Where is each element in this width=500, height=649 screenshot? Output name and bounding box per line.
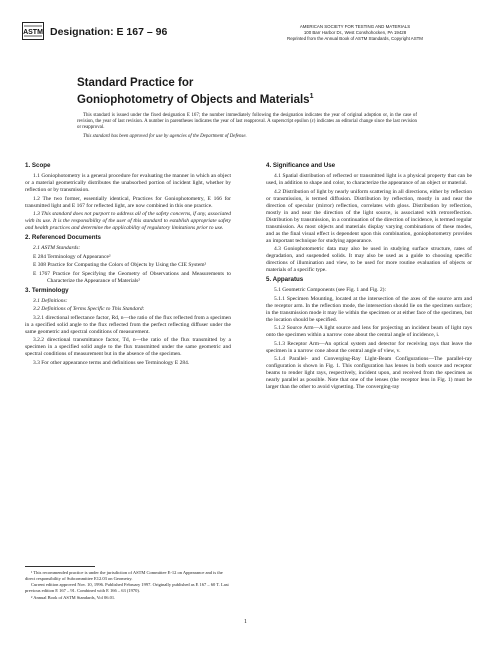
paragraph: 4.3 Goniophotometric data may also be used in studying surface structure, rates of degradation, and suspended solids. It may also be used as a guide to choosing specific directions of illumination and view, to be used for more routine evaluation of objects or materials of a specific type. bbox=[266, 246, 472, 273]
paragraph: 5.1 Geometric Components (see Fig. 1 and Fig. 2): bbox=[274, 287, 386, 293]
title-footnote-marker: 1 bbox=[309, 93, 314, 100]
title-text: Goniophotometry of Objects and Materials bbox=[77, 93, 310, 106]
footnote: Current edition approved Nov. 10, 1996. Published February 1997. Originally published as E 167 – 60 T. Last previous edition E 167 – 91. Combined with E 166 – 63 (1970). bbox=[25, 582, 229, 593]
section-heading: 2. Referenced Documents bbox=[25, 234, 101, 241]
paragraph: 4.1 Spatial distribution of reflected or transmitted light is a physical property that can be used, in addition to shape and color, to characterize the appearance of an object or material. bbox=[266, 173, 472, 186]
paragraph: 5.1.3 Receptor Arm—An optical system and detector for receiving rays that leave the specimen in a narrow cone about the central angle of view, v. bbox=[266, 340, 472, 354]
title-line-1: Standard Practice for bbox=[77, 77, 194, 89]
society-line: 100 Barr Harbor Dr., West Conshohocken, PA 19428 bbox=[303, 30, 407, 35]
page-number: 1 bbox=[244, 619, 247, 625]
society-header bbox=[240, 24, 470, 42]
society-line: AMERICAN SOCIETY FOR TESTING AND MATERIALS bbox=[299, 24, 411, 29]
section-heading: 5. Apparatus bbox=[266, 276, 304, 283]
paragraph: 5.1.4 Parallel- and Converging-Ray Light-Beam Configurations—The parallel-ray configuration is shown in Fig. 1. This configuration has lenses in both source and receptor beams to render light rays, respectively, incident upon, and received from the specimen as nearly parallel as possible. Note that one of the lenses (the receptor lens in Fig. 1) must be larger than the other to avoid vignetting. The converging-ray bbox=[266, 356, 472, 390]
document-title bbox=[77, 77, 437, 107]
issued-note: This standard is issued under the fixed designation E 167; the number immediately following the designation indicates the year of original adoption or, in the case of revision, the year of last revision. A number in parentheses indicates the year of last reapproval. A superscript epsilon (ε) indicates an editorial change since the last revision or reapproval. bbox=[77, 113, 417, 131]
title-line-2 bbox=[77, 90, 437, 107]
paragraph: 1.3 This standard does not purport to address all of the safety concerns, if any, associated with its use. It is the responsibility of the user of this standard to establish appropriate safety and health practices and determine the applicability of regulatory limitations prior to use. bbox=[25, 211, 231, 231]
left-column bbox=[25, 160, 231, 368]
footnote-divider bbox=[25, 566, 95, 567]
paragraph: 5.1.1 Specimen Mounting, located at the intersection of the axes of the source arm and the receptor arm. In the reflection mode, the intersection should lie on the specimen surface; in the transmission mode it may lie within the specimen or at either face of the specimen, but the location should be specified. bbox=[266, 295, 472, 323]
footnote: ² Annual Book of ASTM Standards, Vol 06.01. bbox=[31, 594, 116, 600]
paragraph: 4.2 Distribution of light by nearly uniform scattering in all directions, either by reflection or transmission, is termed diffusion. Distribution by reflection, mostly in and near the direction of specular (mirror) reflection, correlates with gloss. Distribution by reflection, mostly in and near the direction of the light source, is associated with retroreflection. Distribution by transmission, in a continuation of the direction of incidence, is termed regular transmission. As most objects and materials display varying combinations of these modes, and as the final visual effect is dependent upon this combination, goniophotometry provides an important technique for studying appearance. bbox=[266, 188, 472, 244]
paragraph: 3.2 Definitions of Terms Specific to This Standard: bbox=[33, 306, 145, 312]
section-heading: 3. Terminology bbox=[25, 286, 69, 294]
reference-item: E 1767 Practice for Specifying the Geometry of Observations and Measurements to Characterize the Appearance of Materials² bbox=[33, 270, 231, 284]
reference-item: E 284 Terminology of Appearance² bbox=[33, 253, 111, 260]
paragraph: 3.2.2 directional transmittance factor, Td, n—the ratio of the flux transmitted by a specimen in a specified solid angle to the flux transmitted under the same geometric and spectral conditions of measurement but in the absence of the specimen. bbox=[25, 337, 231, 357]
paragraph: 1.1 Goniophotometry is a general procedure for evaluating the manner in which an object or a material geometrically distributes the unabsorbed portion of incident light, whether by reflection or by transmission. bbox=[25, 173, 231, 193]
paragraph: 2.1 ASTM Standards: bbox=[33, 245, 81, 251]
designation: Designation: E 167 – 96 bbox=[50, 26, 168, 38]
svg-text:ASTM: ASTM bbox=[23, 29, 43, 36]
section-heading: 4. Significance and Use bbox=[266, 162, 336, 169]
reference-item: E 308 Practice for Computing the Colors of Objects by Using the CIE System² bbox=[33, 262, 207, 268]
right-column bbox=[266, 160, 472, 393]
paragraph: 1.2 The two former, essentially identical, Practices for Goniophotometry, E 166 for transmitted light and E 167 for reflected light, are now combined in this one practice. bbox=[25, 195, 231, 209]
paragraph: 5.1.2 Source Arm—A light source and lens for projecting an incident beam of light rays onto the specimen within a narrow cone about the central angle of incidence, i. bbox=[266, 325, 472, 338]
society-line: Reprinted from the Annual Book of ASTM Standards, Copyright ASTM bbox=[287, 36, 423, 41]
section-heading: 1. Scope bbox=[25, 162, 51, 169]
astm-logo-icon bbox=[22, 22, 44, 40]
footnotes bbox=[25, 570, 231, 602]
defense-note: This standard has been approved for use by agencies of the Department of Defense. bbox=[83, 134, 247, 140]
footnote: ¹ This recommended practice is under the jurisdiction of ASTM Committee E-12 on Appearance and is the direct responsibility of Subcommittee E12.03 on Geometry. bbox=[25, 570, 223, 581]
issuance-notes bbox=[77, 113, 417, 143]
paragraph: 3.3 For other appearance terms and definitions see Terminology E 284. bbox=[33, 359, 190, 366]
paragraph: 3.2.1 directional reflectance factor, Rd, n—the ratio of the flux reflected from a specimen in a specified solid angle to the flux reflected from the perfect reflecting diffuser under the same geometric and spectral conditions of measurement. bbox=[25, 314, 231, 335]
paragraph: 3.1 Definitions: bbox=[33, 297, 68, 304]
